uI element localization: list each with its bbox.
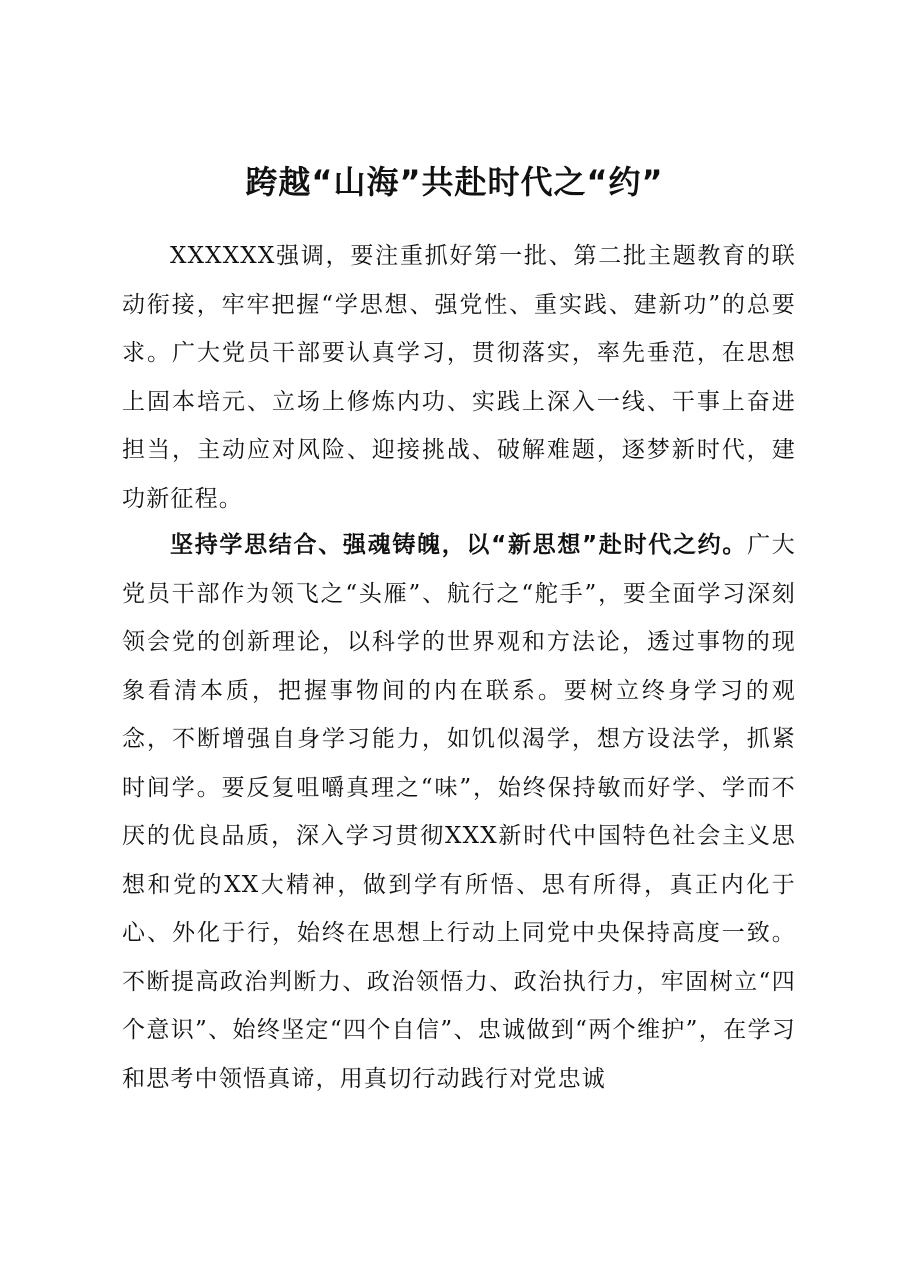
paragraph-2 <box>122 521 796 1103</box>
document-title: 跨越“山海”共赴时代之“约” <box>245 163 664 201</box>
paragraph-2-lead: 坚持学思结合、强魂铸魄，以“新思想”赴时代之约。 <box>170 532 748 558</box>
paragraph-2-text: 广大党员干部作为领飞之“头雁”、航行之“舵手”，要全面学习深刻领会党的创新理论，以科学的世界观和方法论，透过事物的现象看清本质，把握事物间的内在联系。要树立终身学习的观念，不断增强自身学习能力，如饥似渴学，想方设法学，抓紧时间学。要反复咀嚼真理之“味”，始终保持敏而好学、学而不厌的优良品质，深入学习贯彻XXX新时代中国特色社会主义思想和党的XX大精神，做到学有所悟、思有所得，真正内化于心、外化于行，始终在思想上行动上同党中央保持高度一致。不断提高政治判断力、政治领悟力、政治执行力，牢固树立“四个意识”、始终坚定“四个自信”、忠诚做到“两个维护”，在学习和思考中领悟真谛，用真切行动践行对党忠诚 <box>122 532 796 1092</box>
paragraph-1 <box>122 232 796 523</box>
paragraph-1-text: XXXXXX强调，要注重抓好第一批、第二批主题教育的联动衔接，牢牢把握“学思想、强党性、重实践、建新功”的总要求。广大党员干部要认真学习，贯彻落实，率先垂范，在思想上固本培元、立场上修炼内功、实践上深入一线、干事上奋进担当，主动应对风险、迎接挑战、破解难题，逐梦新时代，建功新征程。 <box>122 243 796 512</box>
